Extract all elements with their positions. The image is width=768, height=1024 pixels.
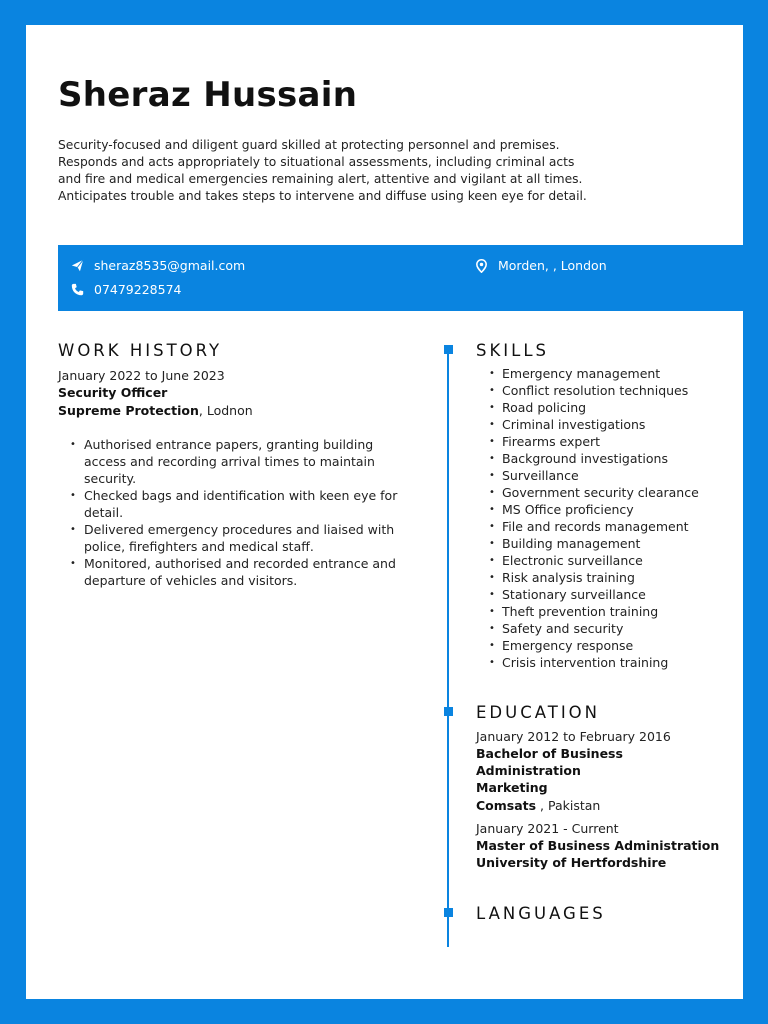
work-role: Security Officer — [58, 385, 168, 400]
list-item: • Checked bags and identification with keen eye for detail. — [84, 487, 398, 521]
work-company: Supreme Protection — [58, 403, 199, 418]
timeline-line — [447, 350, 449, 947]
work-entry — [58, 367, 398, 589]
profile-summary: Security-focused and diligent guard skilled at protecting personnel and premises. Responds and acts appropriately to situational assessments, including criminal acts and fire and medical emergencies remaining alert, attentive and vigilant at all times. Anticipates trouble and takes steps to intervene and diffuse using keen eye for detail. — [58, 138, 587, 203]
skills-heading: SKILLS — [476, 341, 550, 360]
list-item: • Crisis intervention training — [502, 654, 699, 671]
work-location: , Lodnon — [198, 403, 253, 418]
list-item: • Authorised entrance papers, granting building access and recording arrival times to maintain security. — [84, 436, 398, 487]
candidate-name: Sheraz Hussain — [58, 75, 358, 115]
edu-school: Comsats — [476, 798, 537, 813]
list-item: • Conflict resolution techniques — [502, 382, 699, 399]
education-entry — [476, 820, 726, 871]
edu-location: , Pakistan — [536, 798, 601, 813]
contact-email[interactable] — [71, 258, 245, 273]
send-icon — [71, 259, 84, 272]
list-item: • Emergency management — [502, 365, 699, 382]
list-item: • Surveillance — [502, 467, 699, 484]
edu-dates: January 2012 to February 2016 — [476, 729, 671, 744]
phone-icon — [71, 283, 84, 296]
edu-degree: Master of Business Administration — [476, 838, 720, 853]
list-item: • Background investigations — [502, 450, 699, 467]
list-item: • Firearms expert — [502, 433, 699, 450]
skills-list — [476, 365, 699, 671]
location-pin-icon — [475, 259, 488, 273]
list-item: • Building management — [502, 535, 699, 552]
email-text[interactable]: sheraz8535@gmail.com — [94, 258, 246, 273]
list-item: • Stationary surveillance — [502, 586, 699, 603]
edu-school: University of Hertfordshire — [476, 855, 667, 870]
languages-heading: LANGUAGES — [476, 904, 606, 923]
work-dates: January 2022 to June 2023 — [58, 368, 225, 383]
phone-text[interactable]: 07479228574 — [94, 282, 182, 297]
list-item: • Theft prevention training — [502, 603, 699, 620]
education-heading: EDUCATION — [476, 703, 601, 722]
list-item: • Risk analysis training — [502, 569, 699, 586]
contact-location — [475, 258, 607, 273]
section-marker — [444, 345, 453, 354]
resume-page — [26, 25, 743, 999]
location-text: Morden, , London — [498, 258, 607, 273]
list-item: • Safety and security — [502, 620, 699, 637]
list-item: • Criminal investigations — [502, 416, 699, 433]
list-item: • Road policing — [502, 399, 699, 416]
list-item: • File and records management — [502, 518, 699, 535]
section-marker — [444, 707, 453, 716]
contact-band — [58, 245, 743, 311]
work-history-heading: WORK HISTORY — [58, 341, 223, 360]
section-marker — [444, 908, 453, 917]
work-bullets — [58, 436, 398, 589]
list-item: • Electronic surveillance — [502, 552, 699, 569]
education-entry — [476, 728, 726, 814]
list-item: • Emergency response — [502, 637, 699, 654]
list-item: • Delivered emergency procedures and liaised with police, firefighters and medical staff. — [84, 521, 398, 555]
edu-degree: Bachelor of Business Administration — [476, 746, 623, 778]
list-item: • Monitored, authorised and recorded entrance and departure of vehicles and visitors. — [84, 555, 398, 589]
edu-degree-field: Marketing — [476, 780, 548, 795]
list-item: • MS Office proficiency — [502, 501, 699, 518]
contact-phone[interactable] — [71, 282, 181, 297]
edu-dates: January 2021 - Current — [476, 821, 619, 836]
list-item: • Government security clearance — [502, 484, 699, 501]
